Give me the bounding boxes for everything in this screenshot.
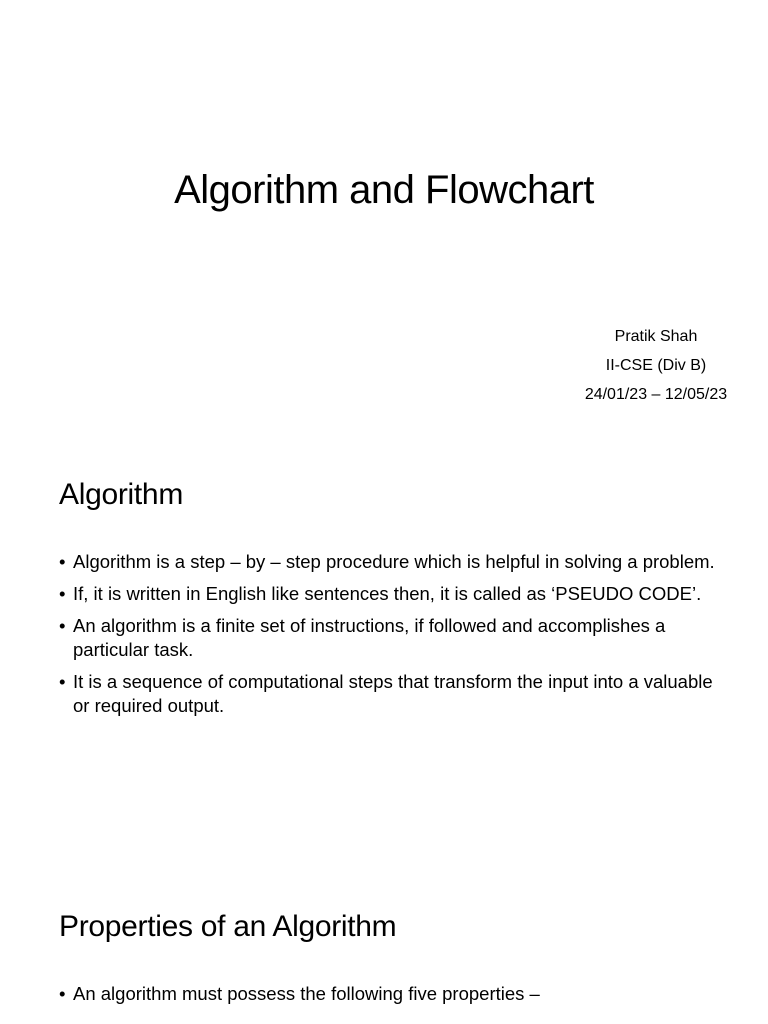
properties-slide [0,864,768,1024]
title-slide [0,0,768,432]
bullet-text: An algorithm must possess the following five properties – [73,983,540,1004]
list-item [59,982,719,1006]
bullet-icon: • [59,983,66,1004]
list-item [59,670,719,718]
algorithm-slide [0,432,768,864]
slide-title: Algorithm and Flowchart [174,168,594,212]
date-range: 24/01/23 – 12/05/23 [584,386,728,403]
author-name: Pratik Shah [614,328,698,345]
slide-subtitle [556,322,756,409]
list-item [59,614,719,662]
author-class: II-CSE (Div B) [605,357,707,374]
bullet-icon: • [59,551,66,572]
bullet-icon: • [59,615,66,636]
bullet-text: It is a sequence of computational steps that transform the input into a valuable or required output. [73,671,713,716]
bullet-text: If, it is written in English like sentences then, it is called as ‘PSEUDO CODE’. [73,583,702,604]
bullet-list [59,550,719,726]
slide-heading: Algorithm [59,478,184,511]
list-item [59,582,719,606]
bullet-text: An algorithm is a finite set of instructions, if followed and accomplishes a particular task. [73,615,666,660]
bullet-icon: • [59,583,66,604]
bullet-icon: • [59,671,66,692]
slide-heading: Properties of an Algorithm [59,910,397,943]
list-item [59,550,719,574]
bullet-text: Algorithm is a step – by – step procedure which is helpful in solving a problem. [73,551,715,572]
bullet-list [59,982,719,1014]
